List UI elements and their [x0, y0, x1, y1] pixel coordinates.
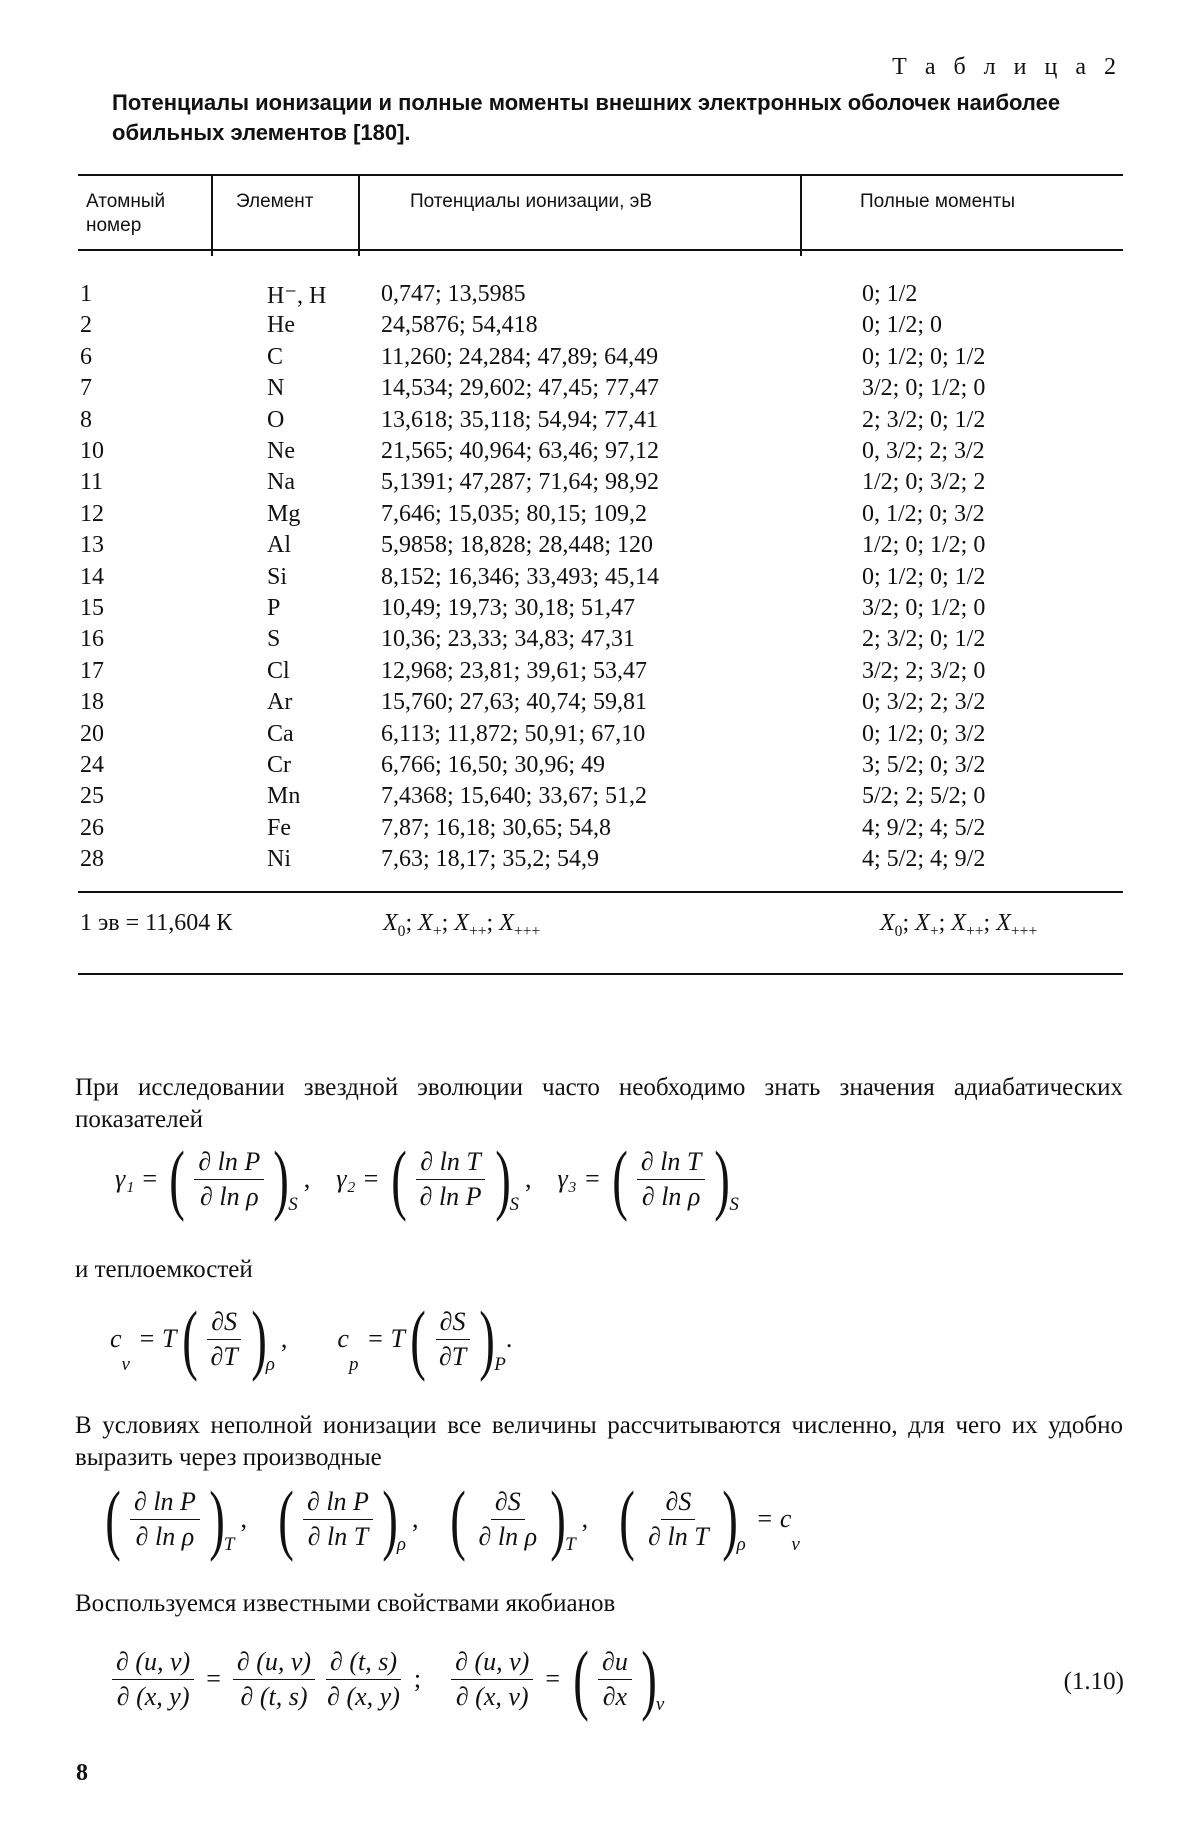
atomic-number-cell: 1: [80, 281, 92, 307]
potentials-cell: 7,646; 15,035; 80,15; 109,2: [381, 500, 648, 527]
table-row: [0, 595, 1200, 626]
table-row: [0, 626, 1200, 657]
potentials-cell: 24,5876; 54,418: [381, 312, 538, 339]
table-label: Т а б л и ц а 2: [892, 54, 1122, 80]
potentials-cell: 12,968; 23,81; 39,61; 53,47: [381, 657, 648, 684]
header-potentials: Потенциалы ионизации, эВ: [410, 191, 653, 212]
potential-symbols: $X_0$; $X_+$; $X_{++}$; $X_{+++}$: [383, 910, 541, 940]
potentials-cell: 0,747; 13,5985: [381, 281, 526, 307]
moments-cell: 1/2; 0; 3/2; 2: [862, 469, 986, 496]
potentials-cell: 11,260; 24,284; 47,89; 64,49: [381, 343, 659, 370]
moments-cell: 0; 1/2; 0: [862, 312, 943, 339]
table-row: [0, 783, 1200, 814]
element-cell: P: [267, 595, 281, 621]
table-top-rule: [78, 174, 1123, 176]
table-row: [0, 375, 1200, 406]
header-moments: Полные моменты: [860, 191, 1015, 212]
moments-cell: 4; 9/2; 4; 5/2: [862, 814, 986, 841]
atomic-number-cell: 13: [80, 532, 104, 559]
table-row: [0, 532, 1200, 563]
element-cell: N: [267, 375, 285, 402]
potentials-cell: 14,534; 29,602; 47,45; 77,47: [381, 375, 660, 402]
moment-symbols: $X_0$; $X_+$; $X_{++}$; $X_{+++}$: [880, 910, 1038, 940]
potentials-cell: 15,760; 27,63; 40,74; 59,81: [381, 689, 648, 716]
table-row: [0, 469, 1200, 500]
element-cell: S: [267, 626, 281, 653]
atomic-number-cell: 6: [80, 343, 92, 370]
element-cell: Ni: [267, 846, 291, 873]
equation-heat-capacity: c v = T ( $\frac{\partial S}{\partial T}$ ) ρ , c p = T ( $\frac{\partial S}{\partial T}$ ) P .: [110, 1295, 513, 1382]
header-divider-1: [211, 174, 213, 256]
table-row: [0, 815, 1200, 846]
table-row: [0, 281, 1200, 312]
table-row: [0, 312, 1200, 343]
table-row: [0, 407, 1200, 438]
table-row: [0, 658, 1200, 689]
element-cell: Cr: [267, 752, 291, 778]
table-header-rule: [78, 249, 1123, 251]
potentials-cell: 5,9858; 18,828; 28,448; 120: [381, 532, 654, 559]
moments-cell: 3/2; 0; 1/2; 0: [862, 375, 986, 402]
atomic-number-cell: 26: [80, 814, 104, 841]
moments-cell: 5/2; 2; 5/2; 0: [862, 783, 986, 810]
atomic-number-cell: 25: [80, 783, 104, 810]
moments-cell: 0, 3/2; 2; 3/2: [862, 438, 985, 464]
potentials-cell: 10,36; 23,33; 34,83; 47,31: [381, 626, 636, 653]
table-row: [0, 846, 1200, 877]
potentials-cell: 10,49; 19,73; 30,18; 51,47: [381, 595, 636, 621]
element-cell: Mg: [267, 500, 301, 527]
moments-cell: 3/2; 2; 3/2; 0: [862, 657, 986, 684]
equation-gamma: γ₁ = ( $\frac{\text{∂ ln P}}{\text{∂ ln ρ}}$ ) S , γ₂ = ( $\frac{\text{∂ ln T}}{\text{∂ ln P}}$ ) S , γ₃ = ( $\frac{\text{∂ ln T}}{\text{∂ ln ρ}}$ ) S: [115, 1135, 739, 1222]
equation-number: (1.10): [1063, 1668, 1124, 1695]
potentials-cell: 5,1391; 47,287; 71,64; 98,92: [381, 469, 660, 496]
paragraph-1: При исследовании звездной эволюции часто необходимо знать значения адиабатических показателей: [75, 1074, 1123, 1133]
page-number: 8: [76, 1760, 88, 1786]
moments-cell: 0; 1/2; 0; 1/2: [862, 343, 986, 370]
moments-cell: 0; 3/2; 2; 3/2: [862, 689, 986, 716]
potentials-cell: 13,618; 35,118; 54,94; 77,41: [381, 406, 659, 433]
atomic-number-cell: 10: [80, 438, 104, 464]
atomic-number-cell: 11: [80, 469, 104, 496]
atomic-number-cell: 2: [80, 312, 92, 339]
atomic-number-cell: 14: [80, 563, 104, 590]
header-divider-2: [358, 174, 360, 256]
atomic-number-cell: 15: [80, 595, 104, 621]
conversion-note: 1 эв = 11,604 К: [80, 910, 233, 936]
moments-cell: 2; 3/2; 0; 1/2: [862, 406, 986, 433]
potentials-cell: 6,113; 11,872; 50,91; 67,10: [381, 720, 646, 747]
table-caption: Потенциалы ионизации и полные моменты внешних электронных оболочек наиболее обильных элементов [180].: [112, 90, 1061, 145]
element-cell: Fe: [267, 814, 291, 841]
paragraph-2: и теплоемкостей: [75, 1256, 253, 1283]
table-row: [0, 689, 1200, 720]
atomic-number-cell: 28: [80, 846, 104, 873]
table-bottom-rule: [78, 973, 1123, 975]
element-cell: Mn: [267, 783, 301, 810]
potentials-cell: 8,152; 16,346; 33,493; 45,14: [381, 563, 660, 590]
moments-cell: 3/2; 0; 1/2; 0: [862, 595, 986, 621]
atomic-number-cell: 20: [80, 720, 104, 747]
moments-cell: 2; 3/2; 0; 1/2: [862, 626, 986, 653]
equation-jacobians: $\frac{\partial (u, v)}{\partial (x, y)}$ = $\frac{\partial (u, v)}{\partial (t, s)}$ $\frac{\partial (t, s)}{\partial (x, y)}$ ; $\frac{\partial (u, v)}{\partial (x, v)}$ = ( $\frac{\partial u}{\partial x}$ ) v: [108, 1640, 664, 1718]
element-cell: Ar: [267, 689, 293, 716]
potentials-cell: 7,87; 16,18; 30,65; 54,8: [381, 814, 612, 841]
element-cell: Na: [267, 469, 295, 496]
element-cell: C: [267, 343, 284, 370]
element-cell: Al: [267, 532, 291, 559]
element-cell: Ca: [267, 720, 294, 747]
moments-cell: 0; 1/2: [862, 281, 918, 307]
table-row: [0, 501, 1200, 532]
header-divider-3: [800, 174, 802, 256]
atomic-number-cell: 7: [80, 375, 92, 402]
moments-cell: 0; 1/2; 0; 3/2: [862, 720, 986, 747]
table-row: [0, 438, 1200, 469]
table-row: [0, 344, 1200, 375]
atomic-number-cell: 16: [80, 626, 104, 653]
paragraph-4: Воспользуемся известными свойствами якобианов: [75, 1590, 616, 1617]
moments-cell: 0; 1/2; 0; 1/2: [862, 563, 986, 590]
atomic-number-cell: 18: [80, 689, 104, 716]
element-cell: He: [267, 312, 295, 339]
potentials-cell: 7,63; 18,17; 35,2; 54,9: [381, 846, 600, 873]
table-footer-rule: [78, 891, 1123, 893]
moments-cell: 4; 5/2; 4; 9/2: [862, 846, 986, 873]
element-cell: H⁻, H: [267, 283, 327, 309]
equation-derivatives: ( $\frac{\text{∂ ln P}}{\text{∂ ln ρ}}$ ) T , ( $\frac{\text{∂ ln P}}{\text{∂ ln T}}$ ) ρ , ( $\frac{\partial S}{\text{∂ ln ρ}}$ ) T , ( $\frac{\partial S}{\text{∂ ln T}}$ ) ρ = c v: [105, 1475, 800, 1562]
potentials-cell: 7,4368; 15,640; 33,67; 51,2: [381, 783, 648, 810]
paragraph-3: В условиях неполной ионизации все величины рассчитываются численно, для чего их удобно выразить через производные: [75, 1412, 1123, 1471]
header-atomic-number: Атомный номер: [86, 191, 166, 236]
atomic-number-cell: 8: [80, 406, 92, 433]
element-cell: Si: [267, 563, 288, 590]
table-row: [0, 752, 1200, 783]
atomic-number-cell: 17: [80, 657, 104, 684]
table-row: [0, 564, 1200, 595]
potentials-cell: 21,565; 40,964; 63,46; 97,12: [381, 438, 660, 464]
element-cell: O: [267, 406, 285, 433]
moments-cell: 3; 5/2; 0; 3/2: [862, 752, 986, 778]
potentials-cell: 6,766; 16,50; 30,96; 49: [381, 752, 606, 778]
moments-cell: 0, 1/2; 0; 3/2: [862, 500, 985, 527]
moments-cell: 1/2; 0; 1/2; 0: [862, 532, 986, 559]
element-cell: Ne: [267, 438, 295, 464]
table-row: [0, 721, 1200, 752]
element-cell: Cl: [267, 657, 290, 684]
atomic-number-cell: 12: [80, 500, 104, 527]
header-element: Элемент: [236, 191, 314, 212]
atomic-number-cell: 24: [80, 752, 104, 778]
